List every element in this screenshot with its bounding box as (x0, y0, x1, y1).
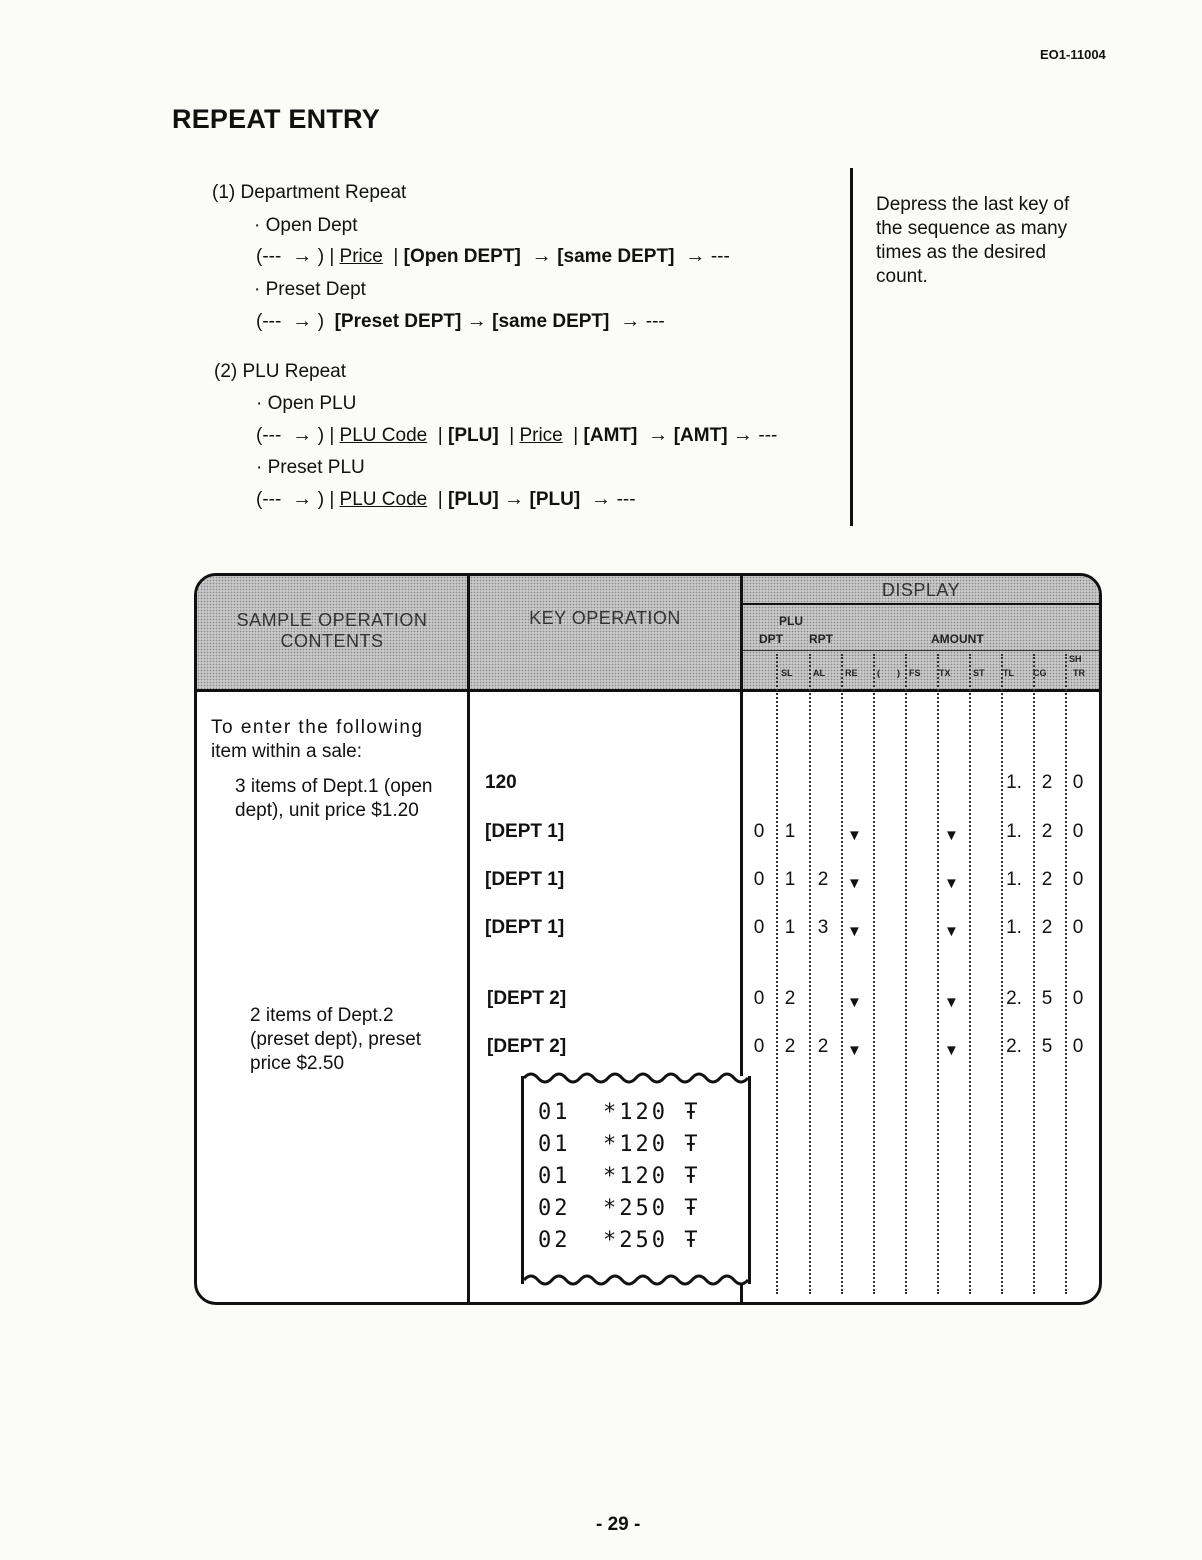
sample-item-1: 3 items of Dept.1 (open dept), unit price $1.20 (235, 776, 433, 821)
indicator-label: SL (781, 668, 793, 678)
indicator-label: TL (1003, 668, 1014, 678)
display-indicator-mark: ▼ (847, 923, 862, 940)
display-dept-digit: 0 (753, 821, 765, 842)
display-amount-digit: 2 (1041, 772, 1053, 793)
sample-item-2: 2 items of Dept.2 (preset dept), preset price $2.50 (250, 1005, 422, 1074)
indicator-label: AL (813, 668, 825, 678)
indicator-label: ) (897, 668, 900, 678)
rpt-header: RPT (809, 632, 833, 646)
display-amount-digit: 2. (1006, 988, 1022, 1009)
display-amount-digit: 1. (1006, 772, 1022, 793)
display-amount-digit: 2 (1041, 917, 1053, 938)
receipt-line: 01 *120 Ŧ (538, 1164, 701, 1189)
receipt-tear-bottom (524, 1274, 748, 1288)
display-indicator-mark: ▼ (847, 827, 862, 844)
display-header: DISPLAY (881, 580, 961, 600)
preset-dept-sequence: (--- → ) [Preset DEPT] → [same DEPT] → --- (256, 310, 665, 332)
digit-column-line (937, 654, 939, 1294)
indicator-label: CG (1033, 668, 1047, 678)
indicator-label: FS (909, 668, 921, 678)
key-operation: [DEPT 2] (487, 988, 567, 1009)
preset-plu-label: · Preset PLU (256, 457, 365, 478)
digit-column-line (841, 654, 843, 1294)
column-divider (467, 576, 470, 1302)
repeat-note: Depress the last key of the sequence as many times as the desired count. (876, 194, 1070, 287)
sample-header: SAMPLE OPERATION CONTENTS (236, 610, 428, 651)
display-amount-digit: 2. (1006, 1036, 1022, 1057)
display-amount-digit: 0 (1072, 917, 1084, 938)
display-indicator-mark: ▼ (944, 1042, 959, 1059)
display-dept-digit: 1 (784, 869, 796, 890)
receipt-line: 02 *250 Ŧ (538, 1228, 701, 1253)
display-amount-digit: 0 (1072, 988, 1084, 1009)
display-dept-digit: 0 (753, 917, 765, 938)
digit-column-line (1065, 654, 1067, 1294)
sample-operation-table (194, 573, 1102, 1305)
display-amount-digit: 1. (1006, 821, 1022, 842)
display-indicator-mark: ▼ (847, 875, 862, 892)
display-amount-digit: 0 (1072, 772, 1084, 793)
display-rpt-digit: 3 (817, 917, 829, 938)
display-amount-digit: 1. (1006, 869, 1022, 890)
indicator-label: TR (1073, 668, 1085, 678)
key-operation: [DEPT 1] (485, 917, 565, 938)
display-rpt-digit: 2 (817, 869, 829, 890)
digit-column-line (809, 654, 811, 1294)
amount-header: AMOUNT (931, 632, 984, 646)
open-plu-label: · Open PLU (256, 393, 357, 414)
display-dept-digit: 0 (753, 869, 765, 890)
display-dept-digit: 1 (784, 821, 796, 842)
indicator-label: ( (877, 668, 880, 678)
open-plu-sequence: (--- → ) | PLU Code | [PLU] | Price | [AMT] → [AMT] → --- (256, 424, 778, 446)
display-amount-digit: 5 (1041, 988, 1053, 1009)
key-operation: [DEPT 1] (485, 869, 565, 890)
display-amount-digit: 0 (1072, 821, 1084, 842)
header-divider (197, 689, 1099, 692)
receipt-line: 02 *250 Ŧ (538, 1196, 701, 1221)
open-dept-sequence: (--- → ) | Price | [Open DEPT] → [same DEPT] → --- (256, 245, 730, 267)
digit-column-line (969, 654, 971, 1294)
receipt-line: 01 *120 Ŧ (538, 1100, 701, 1125)
key-operation: [DEPT 2] (487, 1036, 567, 1057)
plu-repeat-heading: (2) PLU Repeat (214, 361, 347, 382)
dept-repeat-heading: (1) Department Repeat (212, 182, 407, 203)
display-dept-digit: 1 (784, 917, 796, 938)
page-number: - 29 - (596, 1514, 641, 1535)
indicator-label: ST (973, 668, 985, 678)
display-indicator-mark: ▼ (944, 875, 959, 892)
document-id: EO1-11004 (1040, 47, 1106, 62)
page-title: REPEAT ENTRY (172, 104, 380, 134)
display-amount-digit: 0 (1072, 1036, 1084, 1057)
section-divider (850, 168, 853, 526)
key-operation: 120 (485, 772, 517, 793)
digit-column-line (776, 654, 778, 1294)
indicator-label: RE (845, 668, 858, 678)
indicator-label: TX (939, 668, 951, 678)
sample-intro: To enter the following item within a sale: (211, 717, 424, 762)
display-amount-digit: 2 (1041, 869, 1053, 890)
digit-column-line (905, 654, 907, 1294)
display-amount-digit: 0 (1072, 869, 1084, 890)
display-indicator-mark: ▼ (944, 994, 959, 1011)
receipt-printout (521, 1076, 751, 1284)
display-header-divider (743, 603, 1099, 605)
digit-column-line (1001, 654, 1003, 1294)
indicator-label: SH (1069, 654, 1082, 664)
display-amount-digit: 1. (1006, 917, 1022, 938)
display-indicator-mark: ▼ (944, 827, 959, 844)
display-dept-digit: 0 (753, 1036, 765, 1057)
display-amount-digit: 2 (1041, 821, 1053, 842)
preset-plu-sequence: (--- → ) | PLU Code | [PLU] → [PLU] → --- (256, 488, 636, 510)
display-indicator-mark: ▼ (847, 1042, 862, 1059)
key-header: KEY OPERATION (529, 608, 681, 628)
display-dept-digit: 2 (784, 1036, 796, 1057)
receipt-tear-top (524, 1070, 748, 1084)
display-dept-digit: 0 (753, 988, 765, 1009)
digit-column-line (1033, 654, 1035, 1294)
preset-dept-label: · Preset Dept (254, 279, 366, 300)
dept-header: DPT (759, 632, 783, 646)
display-dept-digit: 2 (784, 988, 796, 1009)
digit-column-line (873, 654, 875, 1294)
display-indicator-mark: ▼ (944, 923, 959, 940)
display-amount-digit: 5 (1041, 1036, 1053, 1057)
display-rpt-digit: 2 (817, 1036, 829, 1057)
key-operation: [DEPT 1] (485, 821, 565, 842)
display-subheader-divider (743, 650, 1099, 651)
plu-header: PLU (779, 614, 803, 628)
receipt-line: 01 *120 Ŧ (538, 1132, 701, 1157)
open-dept-label: · Open Dept (254, 215, 358, 236)
display-indicator-mark: ▼ (847, 994, 862, 1011)
